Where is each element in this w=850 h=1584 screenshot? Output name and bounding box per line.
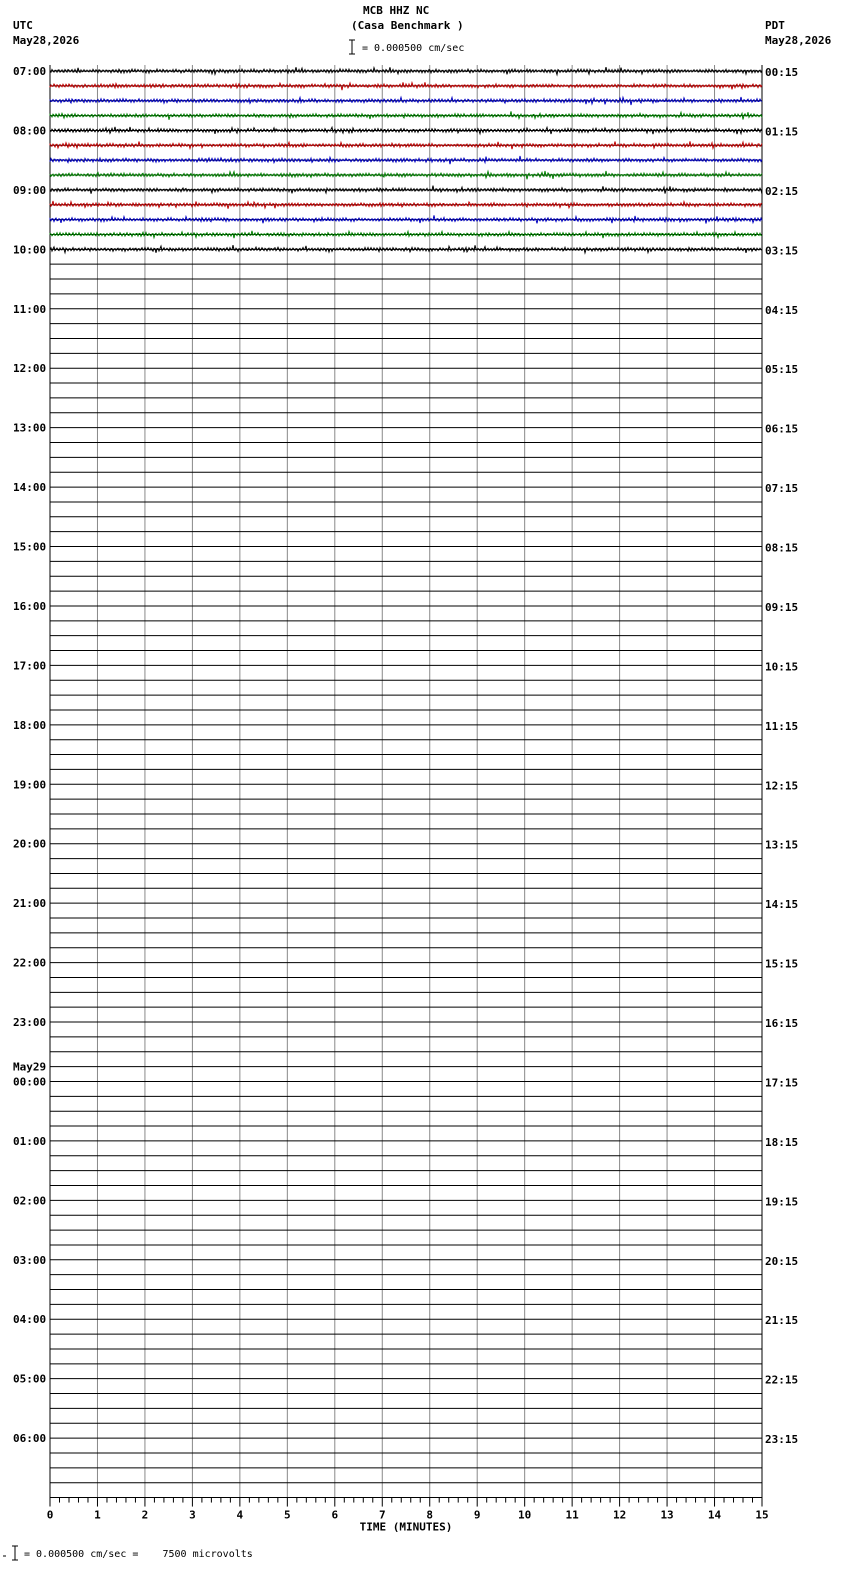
pdt-hour-label: 03:15 [765, 244, 799, 258]
utc-hour-label: 07:00 [13, 65, 47, 78]
pdt-hour-label: 18:15 [765, 1135, 799, 1149]
pdt-hour-label: 01:15 [765, 125, 799, 139]
pdt-hour-label: 15:15 [765, 957, 799, 971]
x-tick-label: 1 [94, 1508, 101, 1522]
seismic-trace [50, 231, 762, 238]
seismic-trace [50, 111, 762, 119]
utc-hour-label: 00:00 [13, 1075, 47, 1089]
pdt-hour-label: 07:15 [765, 482, 799, 496]
pdt-hour-label: 11:15 [765, 719, 799, 733]
pdt-hour-label: 13:15 [765, 838, 799, 852]
utc-hour-label: 12:00 [13, 362, 47, 376]
x-tick-label: 14 [707, 1508, 722, 1522]
x-tick-label: 4 [236, 1508, 244, 1522]
x-tick-label: 6 [331, 1508, 339, 1522]
x-tick-label: 5 [284, 1508, 291, 1522]
row-lines [50, 71, 762, 1498]
utc-hour-label: 16:00 [13, 599, 47, 613]
pdt-hour-label: 05:15 [765, 363, 799, 377]
seismic-trace [50, 67, 762, 75]
time-labels [13, 65, 798, 1446]
pdt-hour-label: 02:15 [765, 184, 799, 198]
right-date: May28,2026 [765, 34, 832, 47]
scale-bar-icon [349, 40, 355, 54]
traces [50, 67, 762, 253]
pdt-hour-label: 09:15 [765, 600, 799, 614]
right-timezone: PDT [765, 19, 785, 32]
pdt-hour-label: 16:15 [765, 1017, 799, 1031]
pdt-hour-label: 20:15 [765, 1254, 799, 1268]
pdt-hour-label: 21:15 [765, 1314, 799, 1328]
utc-hour-label: 08:00 [13, 124, 47, 138]
x-tick-label: 7 [378, 1508, 386, 1522]
left-date: May28,2026 [13, 34, 80, 47]
utc-hour-label: 21:00 [13, 897, 47, 911]
x-tick-label: 3 [189, 1508, 196, 1522]
utc-hour-label: 02:00 [13, 1194, 47, 1208]
utc-hour-label: 10:00 [13, 243, 47, 257]
utc-hour-label: 09:00 [13, 183, 47, 197]
utc-hour-label: 11:00 [13, 302, 47, 316]
x-tick-label: 12 [612, 1508, 627, 1522]
utc-hour-label: 01:00 [13, 1134, 47, 1148]
footer-scale-bar-icon [3, 1546, 18, 1560]
pdt-hour-label: 19:15 [765, 1195, 799, 1209]
scale-label: = 0.000500 cm/sec [362, 43, 465, 54]
pdt-hour-label: 08:15 [765, 541, 799, 555]
footer-scale-note: = 0.000500 cm/sec = 7500 microvolts [24, 1549, 253, 1560]
pdt-hour-label: 23:15 [765, 1433, 799, 1447]
utc-hour-label: 23:00 [13, 1016, 47, 1030]
utc-hour-label: 06:00 [13, 1432, 47, 1446]
x-tick-label: 8 [426, 1508, 434, 1522]
x-tick-label: 11 [565, 1508, 579, 1522]
utc-hour-label: 04:00 [13, 1313, 47, 1327]
pdt-hour-label: 10:15 [765, 660, 799, 674]
seismic-trace [50, 127, 762, 134]
seismic-trace [50, 171, 762, 179]
station-location: (Casa Benchmark ) [351, 19, 464, 32]
pdt-hour-label: 17:15 [765, 1076, 799, 1090]
x-tick-label: 2 [141, 1508, 149, 1522]
grid [50, 65, 762, 1498]
x-tick-label: 10 [518, 1508, 532, 1522]
left-timezone: UTC [13, 19, 33, 32]
utc-hour-label: 19:00 [13, 778, 47, 792]
utc-hour-label: 17:00 [13, 659, 47, 673]
pdt-hour-label: 12:15 [765, 779, 799, 793]
pdt-hour-label: 22:15 [765, 1373, 799, 1387]
seismic-trace [50, 156, 762, 164]
x-tick-label: 15 [755, 1508, 769, 1522]
utc-hour-label: 14:00 [13, 481, 47, 495]
x-tick-label: 9 [473, 1508, 481, 1522]
utc-hour-label: 20:00 [13, 837, 47, 851]
pdt-hour-label: 04:15 [765, 303, 799, 317]
x-tick-label: 0 [46, 1508, 54, 1522]
utc-hour-label: 15:00 [13, 540, 47, 554]
pdt-hour-label: 06:15 [765, 422, 799, 436]
utc-date-label: May29 [13, 1060, 47, 1074]
x-axis [47, 1498, 769, 1534]
pdt-hour-label: 00:15 [765, 66, 799, 79]
pdt-hour-label: 14:15 [765, 898, 799, 912]
utc-hour-label: 13:00 [13, 421, 47, 435]
utc-hour-label: 22:00 [13, 956, 47, 970]
utc-hour-label: 03:00 [13, 1253, 47, 1267]
utc-hour-label: 18:00 [13, 718, 47, 732]
x-axis-label: TIME (MINUTES) [359, 1520, 453, 1534]
x-tick-label: 13 [660, 1508, 674, 1522]
station-title: MCB HHZ NC [363, 4, 430, 17]
utc-hour-label: 05:00 [13, 1372, 47, 1386]
